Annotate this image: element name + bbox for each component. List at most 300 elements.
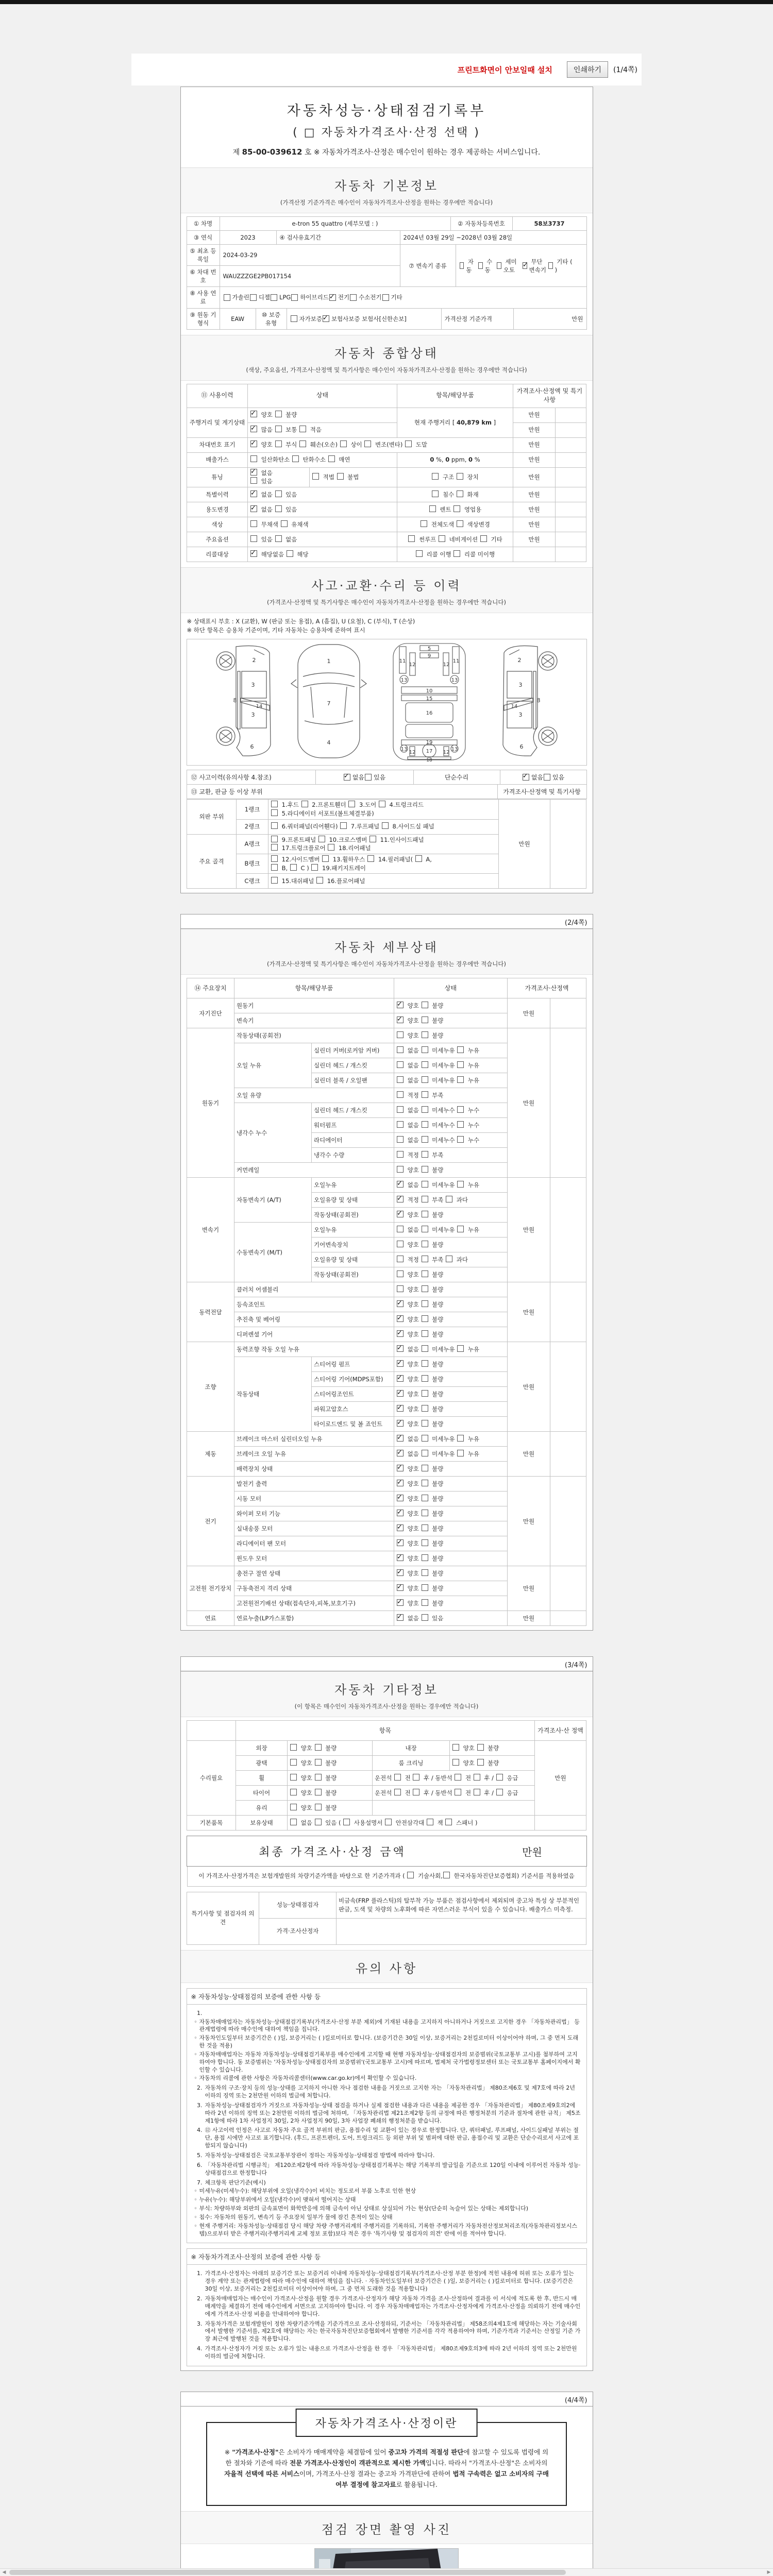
checkbox[interactable] bbox=[446, 1256, 452, 1262]
checkbox[interactable] bbox=[422, 1599, 428, 1606]
checkbox[interactable] bbox=[422, 1465, 428, 1471]
price-cell: 만원 bbox=[513, 532, 556, 547]
horizontal-scrollbar[interactable] bbox=[0, 2568, 773, 2576]
checkbox[interactable] bbox=[422, 1375, 428, 1382]
checkbox-checked[interactable] bbox=[397, 1390, 404, 1397]
checkbox[interactable] bbox=[422, 1181, 428, 1188]
checkbox[interactable] bbox=[429, 505, 436, 512]
checkbox-checked[interactable] bbox=[397, 1360, 404, 1367]
value-cell: ✓ 양호 불량 bbox=[394, 1417, 508, 1432]
checkbox[interactable] bbox=[457, 1136, 464, 1143]
checkbox[interactable] bbox=[365, 774, 372, 781]
value-car-name: e-tron 55 quattro (세부모델 : ) bbox=[220, 217, 451, 230]
checkbox[interactable] bbox=[457, 1046, 464, 1053]
caution-bullet: ◦ 자동차매매업자는 자동차성능·상태점검기록부(가격조사·산정 부분 제외)에 기재된 내용을 고지하지 아니하거나 거짓으로 고지한 경우 「자동차관리법」 등 관계법령에 따라 매수인에 대하여 책임을 집니다. bbox=[194, 2018, 580, 2033]
checkbox[interactable] bbox=[413, 1789, 419, 1795]
value-cell bbox=[556, 487, 586, 502]
checkbox[interactable] bbox=[290, 1804, 297, 1810]
checkbox[interactable] bbox=[422, 1031, 428, 1038]
value-cell: 전체도색 색상변경 bbox=[397, 517, 513, 532]
page-3 bbox=[180, 1671, 593, 2370]
checkbox-checked[interactable] bbox=[397, 1569, 404, 1576]
checkbox[interactable] bbox=[422, 1016, 428, 1023]
checkbox[interactable] bbox=[446, 1196, 452, 1202]
checkbox[interactable] bbox=[477, 1744, 484, 1751]
checkbox[interactable] bbox=[548, 262, 553, 269]
checkbox-checked[interactable] bbox=[397, 1465, 404, 1471]
checkbox[interactable] bbox=[432, 473, 439, 480]
value-cell: ✓ 해당없음 해당 bbox=[248, 547, 397, 562]
checkbox[interactable] bbox=[271, 844, 278, 851]
checkbox-checked[interactable] bbox=[397, 1375, 404, 1382]
checkbox[interactable] bbox=[544, 774, 550, 781]
checkbox-checked[interactable] bbox=[397, 1495, 404, 1501]
checkbox[interactable] bbox=[422, 1211, 428, 1217]
scroll-right-arrow[interactable]: ▶ bbox=[767, 2570, 771, 2575]
value-cell: 9.프론트패널 10.크로스멤버 11.인사이드패널 17.트렁크플로어 18.리어패널 bbox=[268, 834, 499, 854]
section-detail-note: (가격조사·산정액 및 특기사항은 매수인이 자동차가격조사·산정을 원하는 경우에만 적습니다) bbox=[266, 960, 506, 968]
checkbox[interactable] bbox=[292, 455, 299, 462]
checkbox[interactable] bbox=[250, 520, 257, 527]
value-cell: ✓ 없음 미세누유 누유 bbox=[394, 1432, 508, 1447]
value-cell bbox=[535, 1816, 586, 1831]
value-cell: ✓ 없음 있음 bbox=[394, 1611, 508, 1626]
checkbox[interactable] bbox=[287, 550, 293, 557]
checkbox-checked[interactable] bbox=[397, 1315, 404, 1322]
checkbox-checked[interactable] bbox=[250, 505, 257, 512]
checkbox[interactable] bbox=[422, 1330, 428, 1337]
checkbox-checked[interactable] bbox=[523, 774, 529, 781]
checkbox-checked[interactable] bbox=[397, 1211, 404, 1217]
checkbox[interactable] bbox=[271, 809, 278, 816]
checkbox[interactable] bbox=[457, 1076, 464, 1083]
checkbox-checked[interactable] bbox=[397, 1614, 404, 1621]
checkbox[interactable] bbox=[422, 1046, 428, 1053]
checkbox[interactable] bbox=[397, 1106, 404, 1113]
checkbox[interactable] bbox=[315, 1759, 322, 1766]
checkbox[interactable] bbox=[422, 1002, 428, 1008]
checkbox[interactable] bbox=[422, 1315, 428, 1322]
checkbox-checked[interactable] bbox=[344, 774, 350, 781]
svg-text:16: 16 bbox=[426, 710, 432, 717]
checkbox[interactable] bbox=[271, 855, 278, 862]
checkbox[interactable] bbox=[452, 1759, 459, 1766]
checkbox[interactable] bbox=[457, 1226, 464, 1232]
checkbox[interactable] bbox=[271, 822, 278, 829]
header-cell: 상태 bbox=[248, 384, 397, 408]
checkbox[interactable] bbox=[397, 1256, 404, 1262]
checkbox[interactable] bbox=[315, 1789, 322, 1795]
checkbox[interactable] bbox=[394, 1789, 401, 1795]
checkbox[interactable] bbox=[422, 1256, 428, 1262]
checkbox[interactable] bbox=[422, 1106, 428, 1113]
value-cell: 일산화탄소 탄화수소 매연 bbox=[248, 452, 397, 467]
checkbox[interactable] bbox=[350, 294, 357, 301]
header-cell: 가격조사·산 정액 bbox=[535, 1721, 586, 1741]
label-cell: 차대번호 표기 bbox=[187, 437, 248, 452]
value-cell bbox=[550, 1432, 586, 1477]
document-title: 자동차성능·상태점검기록부 bbox=[287, 103, 486, 119]
checkbox[interactable] bbox=[291, 294, 298, 301]
checkbox[interactable] bbox=[382, 822, 389, 829]
value-cell: 운전석 전 후 / 동반석 전 후 / 응급 bbox=[373, 1786, 535, 1801]
checkbox[interactable] bbox=[416, 550, 423, 557]
value-cell: 스티어링조인트 bbox=[311, 1387, 394, 1402]
value-base-price-unit: 만원 bbox=[572, 315, 583, 323]
checkbox[interactable] bbox=[422, 1345, 428, 1352]
checkbox[interactable] bbox=[422, 1450, 428, 1456]
value-cell: 렌트 영업용 bbox=[397, 502, 513, 517]
price-appraisal-info-box bbox=[206, 2417, 567, 2506]
checkbox[interactable] bbox=[422, 1300, 428, 1307]
checkbox[interactable] bbox=[457, 1181, 464, 1188]
checkbox[interactable] bbox=[397, 1285, 404, 1292]
checkbox[interactable] bbox=[397, 1121, 404, 1128]
checkbox-checked[interactable] bbox=[397, 1554, 404, 1561]
checkbox[interactable] bbox=[422, 1495, 428, 1501]
value-cell: ✓ 양호 불량 bbox=[394, 1297, 508, 1312]
value-cell: 12.사이드멤버 13.휠하우스 14.필러패널( A, B, C ) 19.패키지트레이 bbox=[268, 854, 499, 874]
checkbox[interactable] bbox=[301, 801, 308, 807]
checkbox-checked[interactable] bbox=[397, 1599, 404, 1606]
svg-text:2: 2 bbox=[517, 657, 521, 664]
checkbox-checked[interactable] bbox=[397, 1480, 404, 1486]
checkbox[interactable] bbox=[422, 1121, 428, 1128]
checkbox[interactable] bbox=[422, 1510, 428, 1516]
checkbox[interactable] bbox=[497, 262, 501, 269]
label-model-year: ③ 연식 bbox=[187, 231, 220, 244]
caution-heading: ※ 자동차성능·상태점검의 보증에 관한 사항 등 bbox=[187, 1989, 586, 2005]
checkbox-checked[interactable] bbox=[397, 1002, 404, 1008]
checkbox[interactable] bbox=[337, 473, 344, 480]
checkbox[interactable] bbox=[496, 1774, 503, 1781]
checkbox[interactable] bbox=[250, 477, 257, 484]
value-cell: ✓ 많음 보통 적음 bbox=[248, 422, 397, 437]
checkbox[interactable] bbox=[422, 1061, 428, 1068]
price-cell: 만원 bbox=[508, 1477, 550, 1566]
rank-table bbox=[187, 799, 586, 889]
checkbox-checked[interactable] bbox=[250, 440, 257, 447]
checkbox[interactable] bbox=[343, 1819, 350, 1825]
caution-item: 1. 가격조사·산정자는 아래의 보증기간 또는 보증거리 이내에 자동차성능·상태점검기록부(가격조사·산정 부분 한정)에 적힌 내용에 허위 또는 오류가 있는 경우 계약 또는 관계법령에 따라 매수인에 대하여 책임을 집니다. · 자동차인도일부터 보증기간은 ( )일, 보증거리는 ( )킬로미터로 합니다. (보증기간은 30일 이상, 보증거리는 2천킬로미터 이상이어야 하며, 그 중 먼저 도래한 것을 적용합니다) bbox=[197, 2270, 574, 2293]
checkbox[interactable] bbox=[422, 1390, 428, 1397]
value-cell: 적정 부족 bbox=[394, 1148, 508, 1163]
checkbox-checked[interactable] bbox=[250, 426, 257, 432]
checkbox[interactable] bbox=[348, 801, 355, 807]
checkbox[interactable] bbox=[422, 1539, 428, 1546]
value-first-reg-date: 2024-03-29 bbox=[220, 245, 400, 265]
checkbox[interactable] bbox=[455, 1774, 461, 1781]
value-cell: 오일누유 bbox=[311, 1223, 394, 1238]
label-cell: 전기 bbox=[187, 1477, 234, 1566]
checkbox[interactable] bbox=[394, 1774, 401, 1781]
checkbox[interactable] bbox=[382, 294, 389, 301]
value-cell: ✓ 양호 불량 bbox=[394, 1327, 508, 1342]
value-cell: ✓ 양호 불량 bbox=[394, 1566, 508, 1581]
checkbox[interactable] bbox=[457, 1435, 464, 1442]
checkbox[interactable] bbox=[422, 1091, 428, 1098]
checkbox[interactable] bbox=[422, 1360, 428, 1367]
checkbox[interactable] bbox=[299, 440, 306, 447]
checkbox[interactable] bbox=[250, 455, 257, 462]
checkbox[interactable] bbox=[364, 440, 371, 447]
checkbox[interactable] bbox=[369, 836, 376, 842]
checkbox-checked[interactable] bbox=[397, 1450, 404, 1456]
checkbox[interactable] bbox=[422, 1241, 428, 1247]
checkbox-checked[interactable] bbox=[397, 1196, 404, 1202]
checkbox-checked[interactable] bbox=[397, 1435, 404, 1442]
label-cell: 휠 bbox=[236, 1771, 288, 1786]
checkbox[interactable] bbox=[439, 535, 445, 542]
checkbox[interactable] bbox=[315, 1804, 322, 1810]
value-cell: 양호 불량 bbox=[288, 1756, 373, 1771]
label-cell: 연료 bbox=[187, 1611, 234, 1626]
document-subtitle: ( □ 자동차가격조사·산정 선택 ) bbox=[293, 126, 480, 139]
checkbox[interactable] bbox=[271, 801, 278, 807]
checkbox[interactable] bbox=[452, 1744, 459, 1751]
checkbox[interactable] bbox=[422, 1524, 428, 1531]
checkbox[interactable] bbox=[457, 473, 463, 480]
label-cell: B랭크 bbox=[237, 854, 268, 874]
checkbox[interactable] bbox=[315, 1774, 322, 1781]
checkbox[interactable] bbox=[311, 864, 318, 871]
checkbox-checked[interactable] bbox=[397, 1300, 404, 1307]
checkbox[interactable] bbox=[340, 822, 347, 829]
checkbox[interactable] bbox=[316, 877, 323, 884]
checkbox[interactable] bbox=[457, 490, 463, 497]
checkbox[interactable] bbox=[422, 1151, 428, 1158]
checkbox[interactable] bbox=[455, 1789, 461, 1795]
checkbox[interactable] bbox=[408, 535, 415, 542]
checkbox-checked[interactable] bbox=[397, 1539, 404, 1546]
price-cell: 만원 bbox=[513, 452, 556, 467]
checkbox[interactable] bbox=[422, 1614, 428, 1621]
checkbox[interactable] bbox=[421, 520, 427, 527]
checkbox[interactable] bbox=[385, 1819, 392, 1825]
checkbox[interactable] bbox=[367, 855, 374, 862]
checkbox[interactable] bbox=[397, 1076, 404, 1083]
checkbox[interactable] bbox=[250, 535, 257, 542]
price-cell: 만원 bbox=[499, 800, 550, 889]
checkbox-checked[interactable] bbox=[250, 490, 257, 497]
value-cell: 없음 미세누유 누유 bbox=[394, 1223, 508, 1238]
checkbox[interactable] bbox=[271, 877, 278, 884]
checkbox[interactable] bbox=[397, 1166, 404, 1173]
checkbox[interactable] bbox=[405, 440, 412, 447]
checkbox[interactable] bbox=[427, 1819, 433, 1825]
label-cell: 배출가스 bbox=[187, 452, 248, 467]
checkbox[interactable] bbox=[275, 411, 282, 417]
checkbox[interactable] bbox=[422, 1420, 428, 1427]
checkbox[interactable] bbox=[422, 1584, 428, 1591]
checkbox[interactable] bbox=[453, 505, 460, 512]
checkbox[interactable] bbox=[322, 855, 329, 862]
checkbox[interactable] bbox=[271, 294, 277, 301]
checkbox[interactable] bbox=[477, 1759, 484, 1766]
svg-text:13: 13 bbox=[400, 677, 407, 684]
checkbox[interactable] bbox=[422, 1166, 428, 1173]
checkbox[interactable] bbox=[422, 1285, 428, 1292]
checkbox[interactable] bbox=[397, 1270, 404, 1277]
caution-bullet: ◦ 침수: 자동차의 원동기, 변속기 등 주요장치 일부가 물에 잠긴 흔적이 있는 상태 bbox=[194, 2213, 393, 2221]
checkbox[interactable] bbox=[290, 1744, 297, 1751]
checkbox-checked[interactable] bbox=[397, 1524, 404, 1531]
section-photos bbox=[181, 2511, 593, 2544]
checkbox[interactable] bbox=[275, 535, 282, 542]
checkbox[interactable] bbox=[224, 294, 230, 301]
checkbox[interactable] bbox=[407, 1872, 414, 1878]
checkbox[interactable] bbox=[275, 426, 282, 432]
label-cell: 제동 bbox=[187, 1432, 234, 1477]
checkbox[interactable] bbox=[422, 1405, 428, 1412]
checkbox-checked[interactable] bbox=[397, 1510, 404, 1516]
checkbox[interactable] bbox=[315, 1744, 322, 1751]
print-button[interactable]: 인쇄하기 bbox=[567, 61, 608, 78]
value-fuel: 가솔린 디젤 LPG 하이브리드 ✓ 전기 수소전기 기타 bbox=[220, 287, 586, 308]
section-comprehensive bbox=[181, 335, 593, 381]
label-cell: 주요옵션 bbox=[187, 532, 248, 547]
checkbox[interactable] bbox=[443, 1872, 450, 1878]
value-cell: ✓ 양호 불량 bbox=[394, 1521, 508, 1536]
scroll-left-arrow[interactable]: ◀ bbox=[2, 2570, 6, 2575]
checkbox[interactable] bbox=[480, 535, 487, 542]
checkbox[interactable] bbox=[397, 1046, 404, 1053]
svg-text:3: 3 bbox=[518, 682, 522, 689]
checkbox-checked[interactable] bbox=[397, 1016, 404, 1023]
checkbox[interactable] bbox=[397, 1151, 404, 1158]
checkbox[interactable] bbox=[422, 1569, 428, 1576]
checkbox[interactable] bbox=[275, 490, 282, 497]
checkbox[interactable] bbox=[422, 1076, 428, 1083]
checkbox[interactable] bbox=[271, 836, 278, 842]
checkbox[interactable] bbox=[290, 1759, 297, 1766]
checkbox[interactable] bbox=[413, 1774, 419, 1781]
checkbox[interactable] bbox=[474, 1774, 480, 1781]
checkbox[interactable] bbox=[275, 505, 282, 512]
checkbox-checked[interactable] bbox=[329, 294, 336, 301]
checkbox-checked[interactable] bbox=[523, 262, 527, 269]
checkbox[interactable] bbox=[290, 864, 297, 871]
value-cell: 변속기 bbox=[234, 1013, 394, 1028]
svg-text:9: 9 bbox=[427, 653, 431, 659]
checkbox[interactable] bbox=[457, 1106, 464, 1113]
svg-text:4: 4 bbox=[327, 739, 330, 747]
checkbox-checked[interactable] bbox=[323, 315, 329, 322]
checkbox[interactable] bbox=[460, 262, 464, 269]
checkbox[interactable] bbox=[340, 440, 347, 447]
checkbox[interactable] bbox=[275, 440, 282, 447]
price-cell: 만원 bbox=[513, 422, 556, 437]
checkbox[interactable] bbox=[397, 1091, 404, 1098]
checkbox[interactable] bbox=[422, 1270, 428, 1277]
checkbox[interactable] bbox=[457, 1345, 464, 1352]
checkbox-checked[interactable] bbox=[250, 411, 257, 417]
checkbox[interactable] bbox=[453, 550, 460, 557]
page-1 bbox=[180, 87, 599, 893]
exchange-header-label: ⑬ 교환, 판금 등 이상 부위 bbox=[187, 785, 498, 799]
checkbox-checked[interactable] bbox=[397, 1330, 404, 1337]
value-cell: 스티어링 펌프 bbox=[311, 1357, 394, 1372]
svg-text:11: 11 bbox=[452, 658, 459, 665]
label-cell: 유리 bbox=[236, 1801, 288, 1816]
caution-bullet: ◦ 현재 주행거리: 자동차성능·상태점검 당시 해당 차량 주행거리계의 주행거리를 기록하되, 기록한 주행거리가 자동차전산정보처리조직(자동차관리정보시스템)으로부터 받은 주행거리(주행거리계 교체 정보 포함)보다 적은 경우 '특기사항 및 점검자의 의견' 란에 이를 적어야 합니다. bbox=[194, 2222, 578, 2237]
exchange-header-price: 가격조사·산정액 및 특기사항 bbox=[503, 788, 581, 796]
checkbox[interactable] bbox=[271, 864, 278, 871]
checkbox[interactable] bbox=[422, 1480, 428, 1486]
caution-item: 5. 자동차성능·상태점검은 국토교통부장관이 정하는 자동차성능·상태점검 방법에 따라야 합니다. bbox=[197, 2152, 435, 2159]
checkbox[interactable] bbox=[290, 1789, 297, 1795]
caution-item: 6. 「자동차관리법 시행규칙」 제120조제2항에 따라 자동차성능·상태점검기록부는 해당 기록부의 발급일을 기준으로 120일 이내에 이루어진 자동차 성능·상태점검으로 한정합니다 bbox=[197, 2161, 581, 2176]
checkbox-checked[interactable] bbox=[397, 1345, 404, 1352]
checkbox[interactable] bbox=[457, 1450, 464, 1456]
checkbox-checked[interactable] bbox=[397, 1420, 404, 1427]
checkbox[interactable] bbox=[422, 1136, 428, 1143]
value-cell bbox=[550, 1178, 586, 1282]
checkbox[interactable] bbox=[457, 520, 463, 527]
checkbox-checked[interactable] bbox=[397, 1405, 404, 1412]
svg-text:1: 1 bbox=[327, 658, 330, 665]
checkbox[interactable] bbox=[397, 1031, 404, 1038]
checkbox[interactable] bbox=[290, 1774, 297, 1781]
checkbox[interactable] bbox=[291, 315, 297, 322]
checkbox[interactable] bbox=[457, 1121, 464, 1128]
screen-top-edge bbox=[0, 0, 773, 4]
checkbox[interactable] bbox=[312, 473, 319, 480]
checkbox[interactable] bbox=[496, 1789, 503, 1795]
checkbox[interactable] bbox=[397, 1136, 404, 1143]
checkbox[interactable] bbox=[422, 1554, 428, 1561]
svg-text:11: 11 bbox=[399, 658, 406, 665]
value-cell: ✓ 없음 있음 bbox=[248, 502, 397, 517]
checkbox[interactable] bbox=[379, 801, 385, 807]
value-cell: 수동변속기 (M/T) bbox=[234, 1223, 311, 1282]
scrollbar-thumb[interactable] bbox=[9, 2570, 566, 2575]
print-install-notice[interactable]: 프린트화면이 안보일때 설치 bbox=[457, 65, 552, 75]
checkbox[interactable] bbox=[397, 1241, 404, 1247]
value-cell: 없음 미세누수 누수 bbox=[394, 1133, 508, 1148]
value-cell: 없음 미세누유 누유 bbox=[394, 1073, 508, 1088]
checkbox[interactable] bbox=[457, 1061, 464, 1068]
label-transmission: ⑦ 변속기 종류 bbox=[400, 245, 456, 286]
checkbox-checked[interactable] bbox=[250, 550, 257, 557]
checkbox[interactable] bbox=[290, 1819, 297, 1825]
checkbox[interactable] bbox=[315, 1819, 322, 1825]
checkbox[interactable] bbox=[299, 426, 306, 432]
checkbox-checked[interactable] bbox=[397, 1181, 404, 1188]
checkbox[interactable] bbox=[422, 1435, 428, 1442]
checkbox-checked[interactable] bbox=[250, 469, 257, 476]
checkbox[interactable] bbox=[474, 1789, 480, 1795]
checkbox-checked[interactable] bbox=[397, 1584, 404, 1591]
checkbox[interactable] bbox=[318, 836, 325, 842]
checkbox[interactable] bbox=[415, 855, 422, 862]
checkbox[interactable] bbox=[478, 262, 483, 269]
checkbox[interactable] bbox=[397, 1226, 404, 1232]
checkbox[interactable] bbox=[250, 294, 257, 301]
value-cell: 오일누유 bbox=[311, 1178, 394, 1193]
checkbox[interactable] bbox=[397, 1061, 404, 1068]
checkbox[interactable] bbox=[422, 1196, 428, 1202]
checkbox[interactable] bbox=[432, 490, 439, 497]
checkbox[interactable] bbox=[445, 1819, 452, 1825]
header-cell: 항목 bbox=[236, 1721, 535, 1741]
checkbox[interactable] bbox=[281, 520, 288, 527]
price-cell: 만원 bbox=[513, 487, 556, 502]
value-cell bbox=[556, 502, 586, 517]
checkbox[interactable] bbox=[328, 844, 334, 851]
checkbox[interactable] bbox=[328, 455, 335, 462]
checkbox[interactable] bbox=[422, 1226, 428, 1232]
